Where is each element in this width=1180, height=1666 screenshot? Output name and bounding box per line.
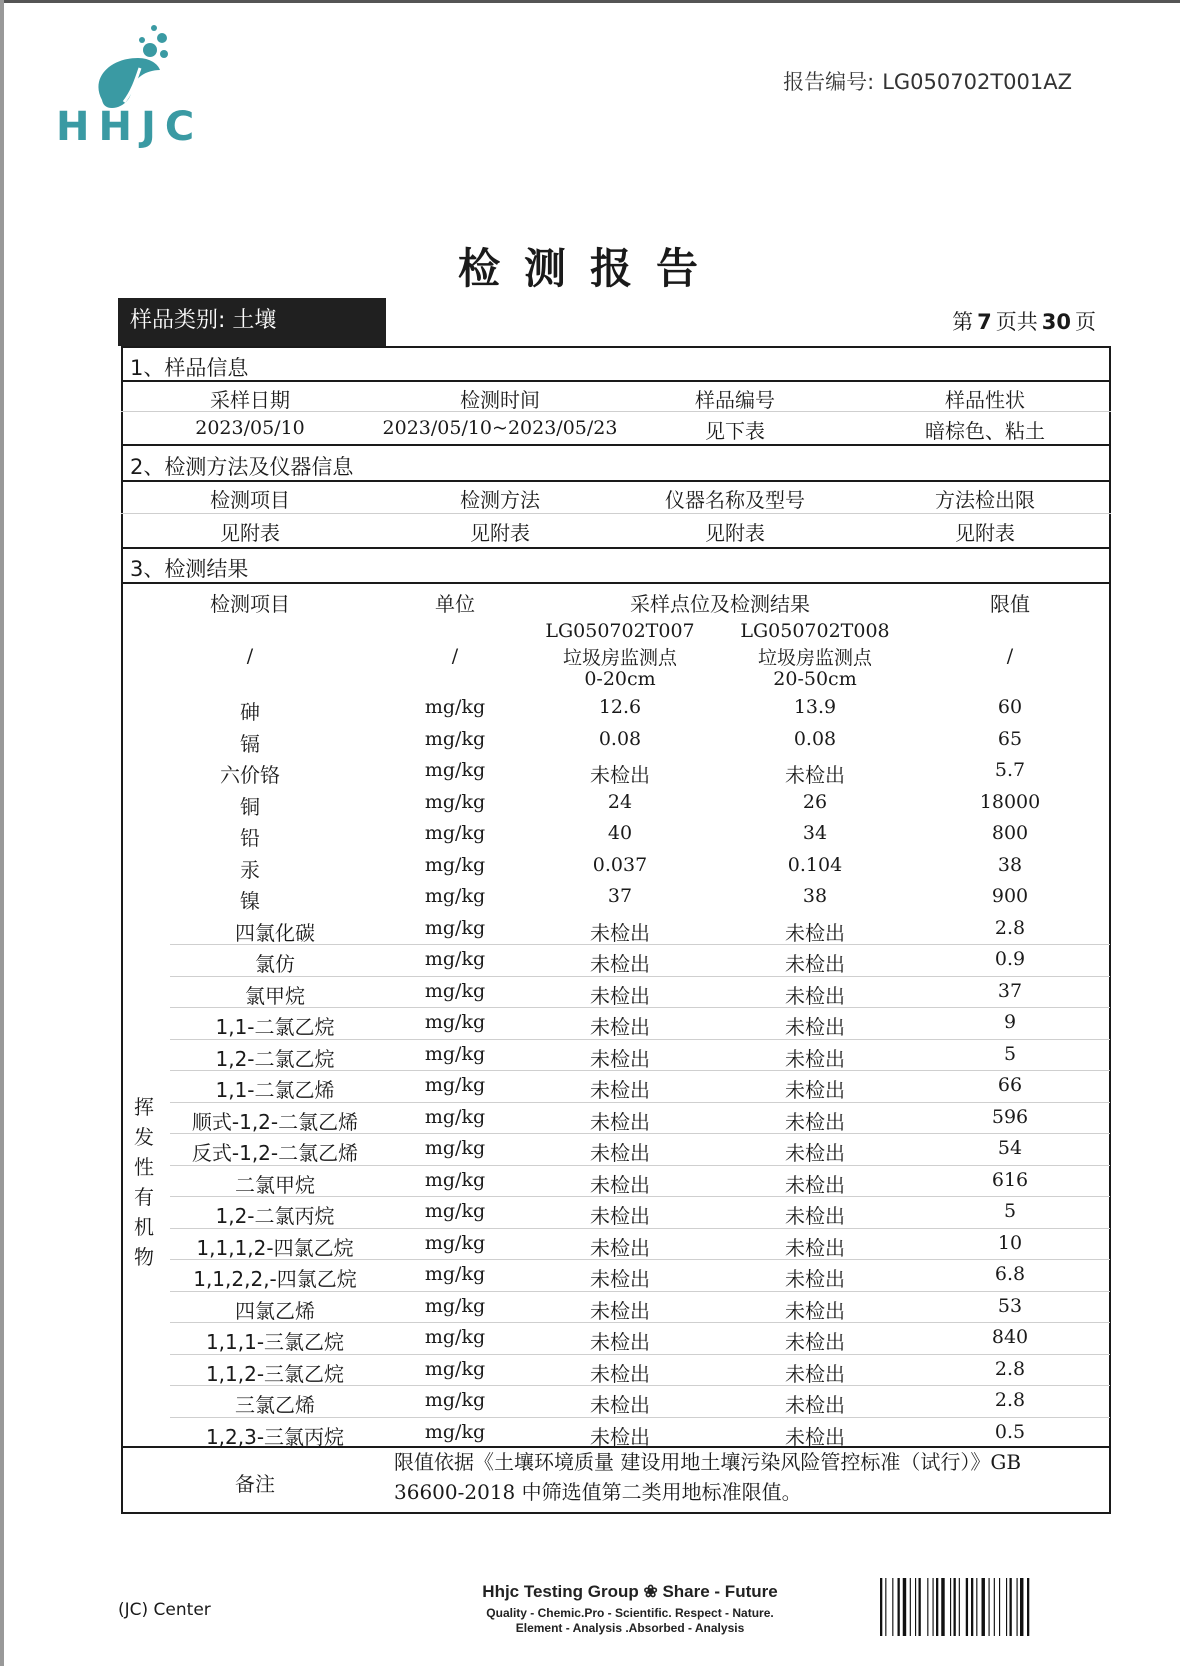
row-result-1: 未检出 bbox=[590, 984, 650, 1008]
volatile-organics-group-label bbox=[130, 1092, 158, 1272]
group-label-char: 物 bbox=[134, 1245, 154, 1269]
s2-header: 方法检出限 bbox=[935, 488, 1035, 512]
row-divider bbox=[170, 1070, 1110, 1071]
row-result-2: 未检出 bbox=[785, 1204, 845, 1228]
row-result-2: 未检出 bbox=[785, 1173, 845, 1197]
row-item: 砷 bbox=[240, 700, 260, 724]
page-current: 7 bbox=[977, 310, 992, 334]
row-result-1: 未检出 bbox=[590, 1425, 650, 1449]
group-label-char: 挥 bbox=[134, 1095, 154, 1119]
footer-slogan bbox=[440, 1582, 820, 1635]
row-limit: 2.8 bbox=[994, 1358, 1026, 1380]
sample-type-label: 样品类别: 土壤 bbox=[118, 298, 386, 346]
row-divider bbox=[170, 1417, 1110, 1418]
row-unit: mg/kg bbox=[424, 1232, 486, 1254]
footer-center-code: (JC) Center bbox=[118, 1600, 211, 1620]
row-item: 六价铬 bbox=[220, 763, 280, 787]
footer-line-1: Hhjc Testing Group ❀ Share - Future bbox=[482, 1582, 778, 1601]
row-divider bbox=[170, 1291, 1110, 1292]
divider bbox=[121, 444, 1111, 446]
s1-value: 暗棕色、粘土 bbox=[925, 419, 1045, 443]
row-result-1: 未检出 bbox=[590, 1110, 650, 1134]
s2-value: 见附表 bbox=[705, 521, 765, 545]
group-label-char: 发 bbox=[134, 1125, 154, 1149]
divider bbox=[121, 582, 1111, 584]
top-edge bbox=[0, 0, 1180, 3]
row-limit: 5 bbox=[1003, 1200, 1017, 1222]
row-unit: mg/kg bbox=[424, 1106, 486, 1128]
row-item: 1,2-二氯丙烷 bbox=[215, 1204, 335, 1228]
row-limit: 65 bbox=[997, 728, 1023, 750]
row-divider bbox=[170, 1102, 1110, 1103]
section-3-title: 3、检测结果 bbox=[130, 557, 249, 581]
remarks-text: 限值依据《土壤环境质量 建设用地土壤污染风险管控标准（试行）》GB 36600-2018 中筛选值第二类用地标准限值。 bbox=[394, 1450, 1022, 1504]
row-unit: mg/kg bbox=[424, 1137, 486, 1159]
s2-value: 见附表 bbox=[470, 521, 530, 545]
row-result-2: 未检出 bbox=[785, 1110, 845, 1134]
row-result-2: 未检出 bbox=[785, 1267, 845, 1291]
row-limit: 10 bbox=[997, 1232, 1023, 1254]
row-result-1: 未检出 bbox=[590, 1141, 650, 1165]
row-result-2: 未检出 bbox=[785, 1362, 845, 1386]
row-result-1: 未检出 bbox=[590, 1299, 650, 1323]
row-result-2: 未检出 bbox=[785, 952, 845, 976]
row-result-2: 未检出 bbox=[785, 1015, 845, 1039]
row-result-1: 12.6 bbox=[598, 696, 642, 718]
row-result-1: 未检出 bbox=[590, 1393, 650, 1417]
row-unit: mg/kg bbox=[424, 948, 486, 970]
row-limit: 6.8 bbox=[994, 1263, 1026, 1285]
row-result-2: 未检出 bbox=[785, 984, 845, 1008]
page-middle: 页共 bbox=[995, 310, 1038, 334]
row-limit: 2.8 bbox=[994, 1389, 1026, 1411]
row-unit: mg/kg bbox=[424, 1263, 486, 1285]
row-item: 镉 bbox=[240, 732, 260, 756]
s3-header-limit: 限值 bbox=[990, 592, 1030, 616]
row-unit: mg/kg bbox=[424, 980, 486, 1002]
row-divider bbox=[170, 1354, 1110, 1355]
row-item: 1,1-二氯乙烯 bbox=[215, 1078, 335, 1102]
s2-header: 检测项目 bbox=[210, 488, 290, 512]
row-divider bbox=[170, 1228, 1110, 1229]
row-result-1: 0.08 bbox=[598, 728, 642, 750]
group-label-char: 有 bbox=[134, 1185, 154, 1209]
row-item: 反式-1,2-二氯乙烯 bbox=[191, 1141, 359, 1165]
row-result-1: 未检出 bbox=[590, 1078, 650, 1102]
section-2-title: 2、检测方法及仪器信息 bbox=[130, 455, 354, 479]
row-unit: mg/kg bbox=[424, 1295, 486, 1317]
row-limit: 5 bbox=[1003, 1043, 1017, 1065]
row-result-1: 未检出 bbox=[590, 1362, 650, 1386]
group-label-char: 性 bbox=[134, 1155, 154, 1179]
row-limit: 2.8 bbox=[994, 917, 1026, 939]
row-divider bbox=[170, 1165, 1110, 1166]
row-unit: mg/kg bbox=[424, 1169, 486, 1191]
barcode-icon bbox=[880, 1578, 1066, 1636]
document-title: 检测报告 bbox=[457, 244, 722, 293]
row-limit: 596 bbox=[991, 1106, 1029, 1128]
row-item: 1,1,1-三氯乙烷 bbox=[205, 1330, 345, 1354]
row-limit: 900 bbox=[991, 885, 1029, 907]
row-result-1: 未检出 bbox=[590, 1015, 650, 1039]
row-result-2: 13.9 bbox=[793, 696, 837, 718]
report-number-label: 报告编号: bbox=[783, 70, 875, 94]
row-item: 铅 bbox=[240, 826, 260, 850]
remarks-label: 备注 bbox=[235, 1472, 275, 1496]
row-unit: mg/kg bbox=[424, 1043, 486, 1065]
sample2-id: LG050702T008 bbox=[740, 620, 890, 642]
divider bbox=[121, 513, 1111, 514]
s1-header: 样品性状 bbox=[945, 388, 1025, 412]
row-result-2: 26 bbox=[802, 791, 828, 813]
row-limit: 18000 bbox=[979, 791, 1041, 813]
row-result-1: 24 bbox=[607, 791, 633, 813]
row-unit: mg/kg bbox=[424, 885, 486, 907]
row-result-2: 未检出 bbox=[785, 1236, 845, 1260]
row-result-1: 未检出 bbox=[590, 1267, 650, 1291]
s1-header: 检测时间 bbox=[460, 388, 540, 412]
s3-header-item: 检测项目 bbox=[210, 592, 290, 616]
row-limit: 0.9 bbox=[994, 948, 1026, 970]
s2-value: 见附表 bbox=[955, 521, 1015, 545]
row-limit: 53 bbox=[997, 1295, 1023, 1317]
row-item: 1,1,2,2,-四氯乙烷 bbox=[193, 1267, 357, 1291]
report-number-value: LG050702T001AZ bbox=[882, 70, 1072, 94]
row-divider bbox=[170, 1196, 1110, 1197]
row-limit: 0.5 bbox=[994, 1421, 1026, 1443]
divider bbox=[121, 411, 1111, 412]
row-unit: mg/kg bbox=[424, 728, 486, 750]
row-unit: mg/kg bbox=[424, 1358, 486, 1380]
row-divider bbox=[170, 976, 1110, 977]
page-count bbox=[952, 306, 1096, 336]
row-unit: mg/kg bbox=[424, 696, 486, 718]
row-result-2: 0.08 bbox=[793, 728, 837, 750]
row-unit: mg/kg bbox=[424, 1200, 486, 1222]
row-limit: 66 bbox=[997, 1074, 1023, 1096]
row-result-2: 未检出 bbox=[785, 921, 845, 945]
s2-header: 仪器名称及型号 bbox=[665, 488, 805, 512]
report-number bbox=[783, 66, 1072, 96]
section-1-title: 1、样品信息 bbox=[130, 356, 249, 380]
row-result-1: 未检出 bbox=[590, 1330, 650, 1354]
row-result-2: 未检出 bbox=[785, 1330, 845, 1354]
page-prefix: 第 bbox=[952, 310, 974, 334]
row-unit: mg/kg bbox=[424, 791, 486, 813]
row-item: 1,1,2-三氯乙烷 bbox=[205, 1362, 345, 1386]
row-result-2: 未检出 bbox=[785, 1393, 845, 1417]
divider bbox=[121, 380, 1111, 382]
row-result-2: 未检出 bbox=[785, 1047, 845, 1071]
divider bbox=[121, 480, 1111, 482]
row-result-2: 未检出 bbox=[785, 1141, 845, 1165]
row-result-2: 38 bbox=[802, 885, 828, 907]
sample1-location: 垃圾房监测点 bbox=[562, 647, 677, 669]
row-item: 1,1-二氯乙烷 bbox=[215, 1015, 335, 1039]
row-result-1: 40 bbox=[607, 822, 633, 844]
row-divider bbox=[170, 1259, 1110, 1260]
s3-header-unit: 单位 bbox=[435, 592, 475, 616]
row-result-1: 未检出 bbox=[590, 1047, 650, 1071]
row-result-1: 未检出 bbox=[590, 952, 650, 976]
s3-sub-limit: / bbox=[1006, 645, 1014, 667]
row-item: 顺式-1,2-二氯乙烯 bbox=[191, 1110, 359, 1134]
row-result-1: 0.037 bbox=[592, 854, 648, 876]
row-result-1: 未检出 bbox=[590, 1204, 650, 1228]
s2-value: 见附表 bbox=[220, 521, 280, 545]
logo-text: HHJC bbox=[56, 104, 204, 150]
row-item: 铜 bbox=[240, 795, 260, 819]
row-divider bbox=[170, 1133, 1110, 1134]
s1-header: 样品编号 bbox=[695, 388, 775, 412]
row-result-2: 未检出 bbox=[785, 1299, 845, 1323]
s1-value: 见下表 bbox=[705, 419, 765, 443]
row-unit: mg/kg bbox=[424, 1389, 486, 1411]
row-item: 氯甲烷 bbox=[245, 984, 305, 1008]
row-limit: 54 bbox=[997, 1137, 1023, 1159]
s1-value: 2023/05/10 bbox=[195, 417, 305, 439]
divider bbox=[121, 547, 1111, 549]
row-limit: 840 bbox=[991, 1326, 1029, 1348]
s3-sub-unit: / bbox=[451, 645, 459, 667]
footer-line-3: Element - Analysis .Absorbed - Analysis bbox=[515, 1621, 745, 1635]
s3-sub-item: / bbox=[246, 645, 254, 667]
row-limit: 5.7 bbox=[994, 759, 1026, 781]
row-unit: mg/kg bbox=[424, 822, 486, 844]
row-limit: 37 bbox=[997, 980, 1023, 1002]
row-result-1: 未检出 bbox=[590, 763, 650, 787]
sample1-depth: 0-20cm bbox=[584, 668, 656, 690]
row-divider bbox=[170, 1039, 1110, 1040]
sample1-id: LG050702T007 bbox=[545, 620, 695, 642]
row-unit: mg/kg bbox=[424, 759, 486, 781]
row-item: 1,2,3-三氯丙烷 bbox=[205, 1425, 345, 1449]
row-limit: 616 bbox=[991, 1169, 1029, 1191]
s3-header-results: 采样点位及检测结果 bbox=[630, 592, 810, 616]
row-item: 四氯化碳 bbox=[235, 921, 315, 945]
row-result-1: 未检出 bbox=[590, 1236, 650, 1260]
row-result-2: 34 bbox=[802, 822, 828, 844]
row-unit: mg/kg bbox=[424, 917, 486, 939]
row-divider bbox=[170, 1385, 1110, 1386]
row-result-2: 未检出 bbox=[785, 1078, 845, 1102]
row-result-1: 未检出 bbox=[590, 1173, 650, 1197]
row-result-2: 0.104 bbox=[787, 854, 843, 876]
row-item: 1,2-二氯乙烷 bbox=[215, 1047, 335, 1071]
row-limit: 60 bbox=[997, 696, 1023, 718]
page-total: 30 bbox=[1041, 310, 1071, 334]
row-result-2: 未检出 bbox=[785, 1425, 845, 1449]
row-result-1: 37 bbox=[607, 885, 633, 907]
row-item: 汞 bbox=[240, 858, 260, 882]
row-limit: 9 bbox=[1003, 1011, 1017, 1033]
s1-header: 采样日期 bbox=[210, 388, 290, 412]
row-divider bbox=[170, 1322, 1110, 1323]
row-unit: mg/kg bbox=[424, 854, 486, 876]
s1-value: 2023/05/10~2023/05/23 bbox=[382, 417, 618, 439]
sample2-location: 垃圾房监测点 bbox=[757, 647, 872, 669]
row-item: 氯仿 bbox=[255, 952, 295, 976]
row-unit: mg/kg bbox=[424, 1074, 486, 1096]
row-result-2: 未检出 bbox=[785, 763, 845, 787]
page-suffix: 页 bbox=[1075, 310, 1096, 334]
sample2-depth: 20-50cm bbox=[773, 668, 857, 690]
row-item: 四氯乙烯 bbox=[235, 1299, 315, 1323]
row-unit: mg/kg bbox=[424, 1011, 486, 1033]
group-label-char: 机 bbox=[134, 1215, 154, 1239]
row-unit: mg/kg bbox=[424, 1421, 486, 1443]
row-item: 三氯乙烯 bbox=[235, 1393, 315, 1417]
row-item: 二氯甲烷 bbox=[235, 1173, 315, 1197]
row-limit: 800 bbox=[991, 822, 1029, 844]
row-divider bbox=[170, 1007, 1110, 1008]
footer-line-2: Quality - Chemic.Pro - Scientific. Respect - Nature. bbox=[486, 1606, 774, 1620]
row-limit: 38 bbox=[997, 854, 1023, 876]
s2-header: 检测方法 bbox=[460, 488, 540, 512]
row-item: 1,1,1,2-四氯乙烷 bbox=[196, 1236, 354, 1260]
row-result-1: 未检出 bbox=[590, 921, 650, 945]
row-unit: mg/kg bbox=[424, 1326, 486, 1348]
row-divider bbox=[170, 944, 1110, 945]
row-item: 镍 bbox=[240, 889, 260, 913]
